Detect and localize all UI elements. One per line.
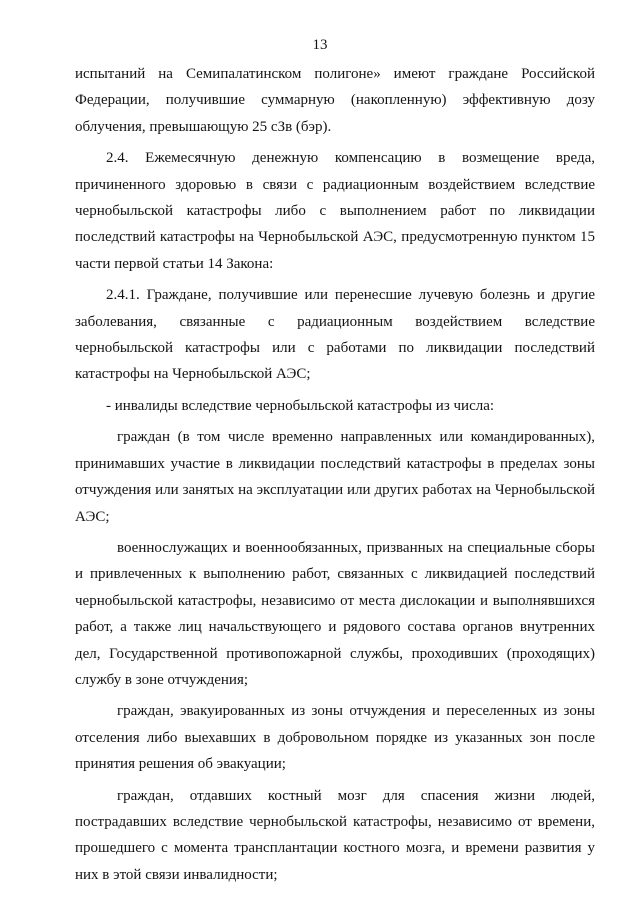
paragraph-continuation: испытаний на Семипалатинском полигоне» имеют граждане Российской Федерации, получившие суммарную (накопленную) эффективную дозу облучения, превышающую 25 сЗв (бэр). [75, 66, 595, 135]
document-body [75, 61, 595, 893]
paragraph-bone-marrow-donors: граждан, отдавших костный мозг для спасения жизни людей, пострадавших вследствие чернобыльской катастрофы, независимо от времени, прошедшего с момента трансплантации костного мозга, и времени развития у них в этой связи инвалидности; [75, 787, 595, 883]
page-number: 13 [312, 37, 328, 53]
paragraph-2-4: 2.4. Ежемесячную денежную компенсацию в возмещение вреда, причиненного здоровью в связи с радиационным воздействием вследствие чернобыльской катастрофы либо с выполнением работ по ликвидации последствий катастрофы на Чернобыльской АЭС, предусмотренную пунктом 15 части первой статьи 14 Закона: [75, 150, 595, 272]
paragraph-2-4-1: 2.4.1. Граждане, получившие или перенесшие лучевую болезнь и другие заболевания, связанные с радиационным воздействием вследствие чернобыльской катастрофы или с работами по ликвидации последствий катастрофы на Чернобыльской АЭС; [75, 287, 595, 383]
paragraph-liquidators: граждан (в том числе временно направленных или командированных), принимавших участие в ликвидации последствий катастрофы в пределах зоны отчуждения или занятых на эксплуатации или других работах на Чернобыльской АЭС; [75, 429, 595, 525]
paragraph-military: военнослужащих и военнообязанных, призванных на специальные сборы и привлеченных к выполнению работ, связанных с ликвидацией последствий чернобыльской катастрофы, независимо от места дислокации и выполнявшихся работ, а также лиц начальствующего и рядового состава органов внутренних дел, Государственной противопожарной службы, проходивших (проходящих) службу в зоне отчуждения; [75, 539, 595, 688]
paragraph-evacuated: граждан, эвакуированных из зоны отчуждения и переселенных из зоны отселения либо выехавших в добровольном порядке из указанных зон после принятия решения об эвакуации; [75, 703, 595, 773]
paragraph-invalids-list-intro: - инвалиды вследствие чернобыльской катастрофы из числа: [106, 397, 495, 414]
